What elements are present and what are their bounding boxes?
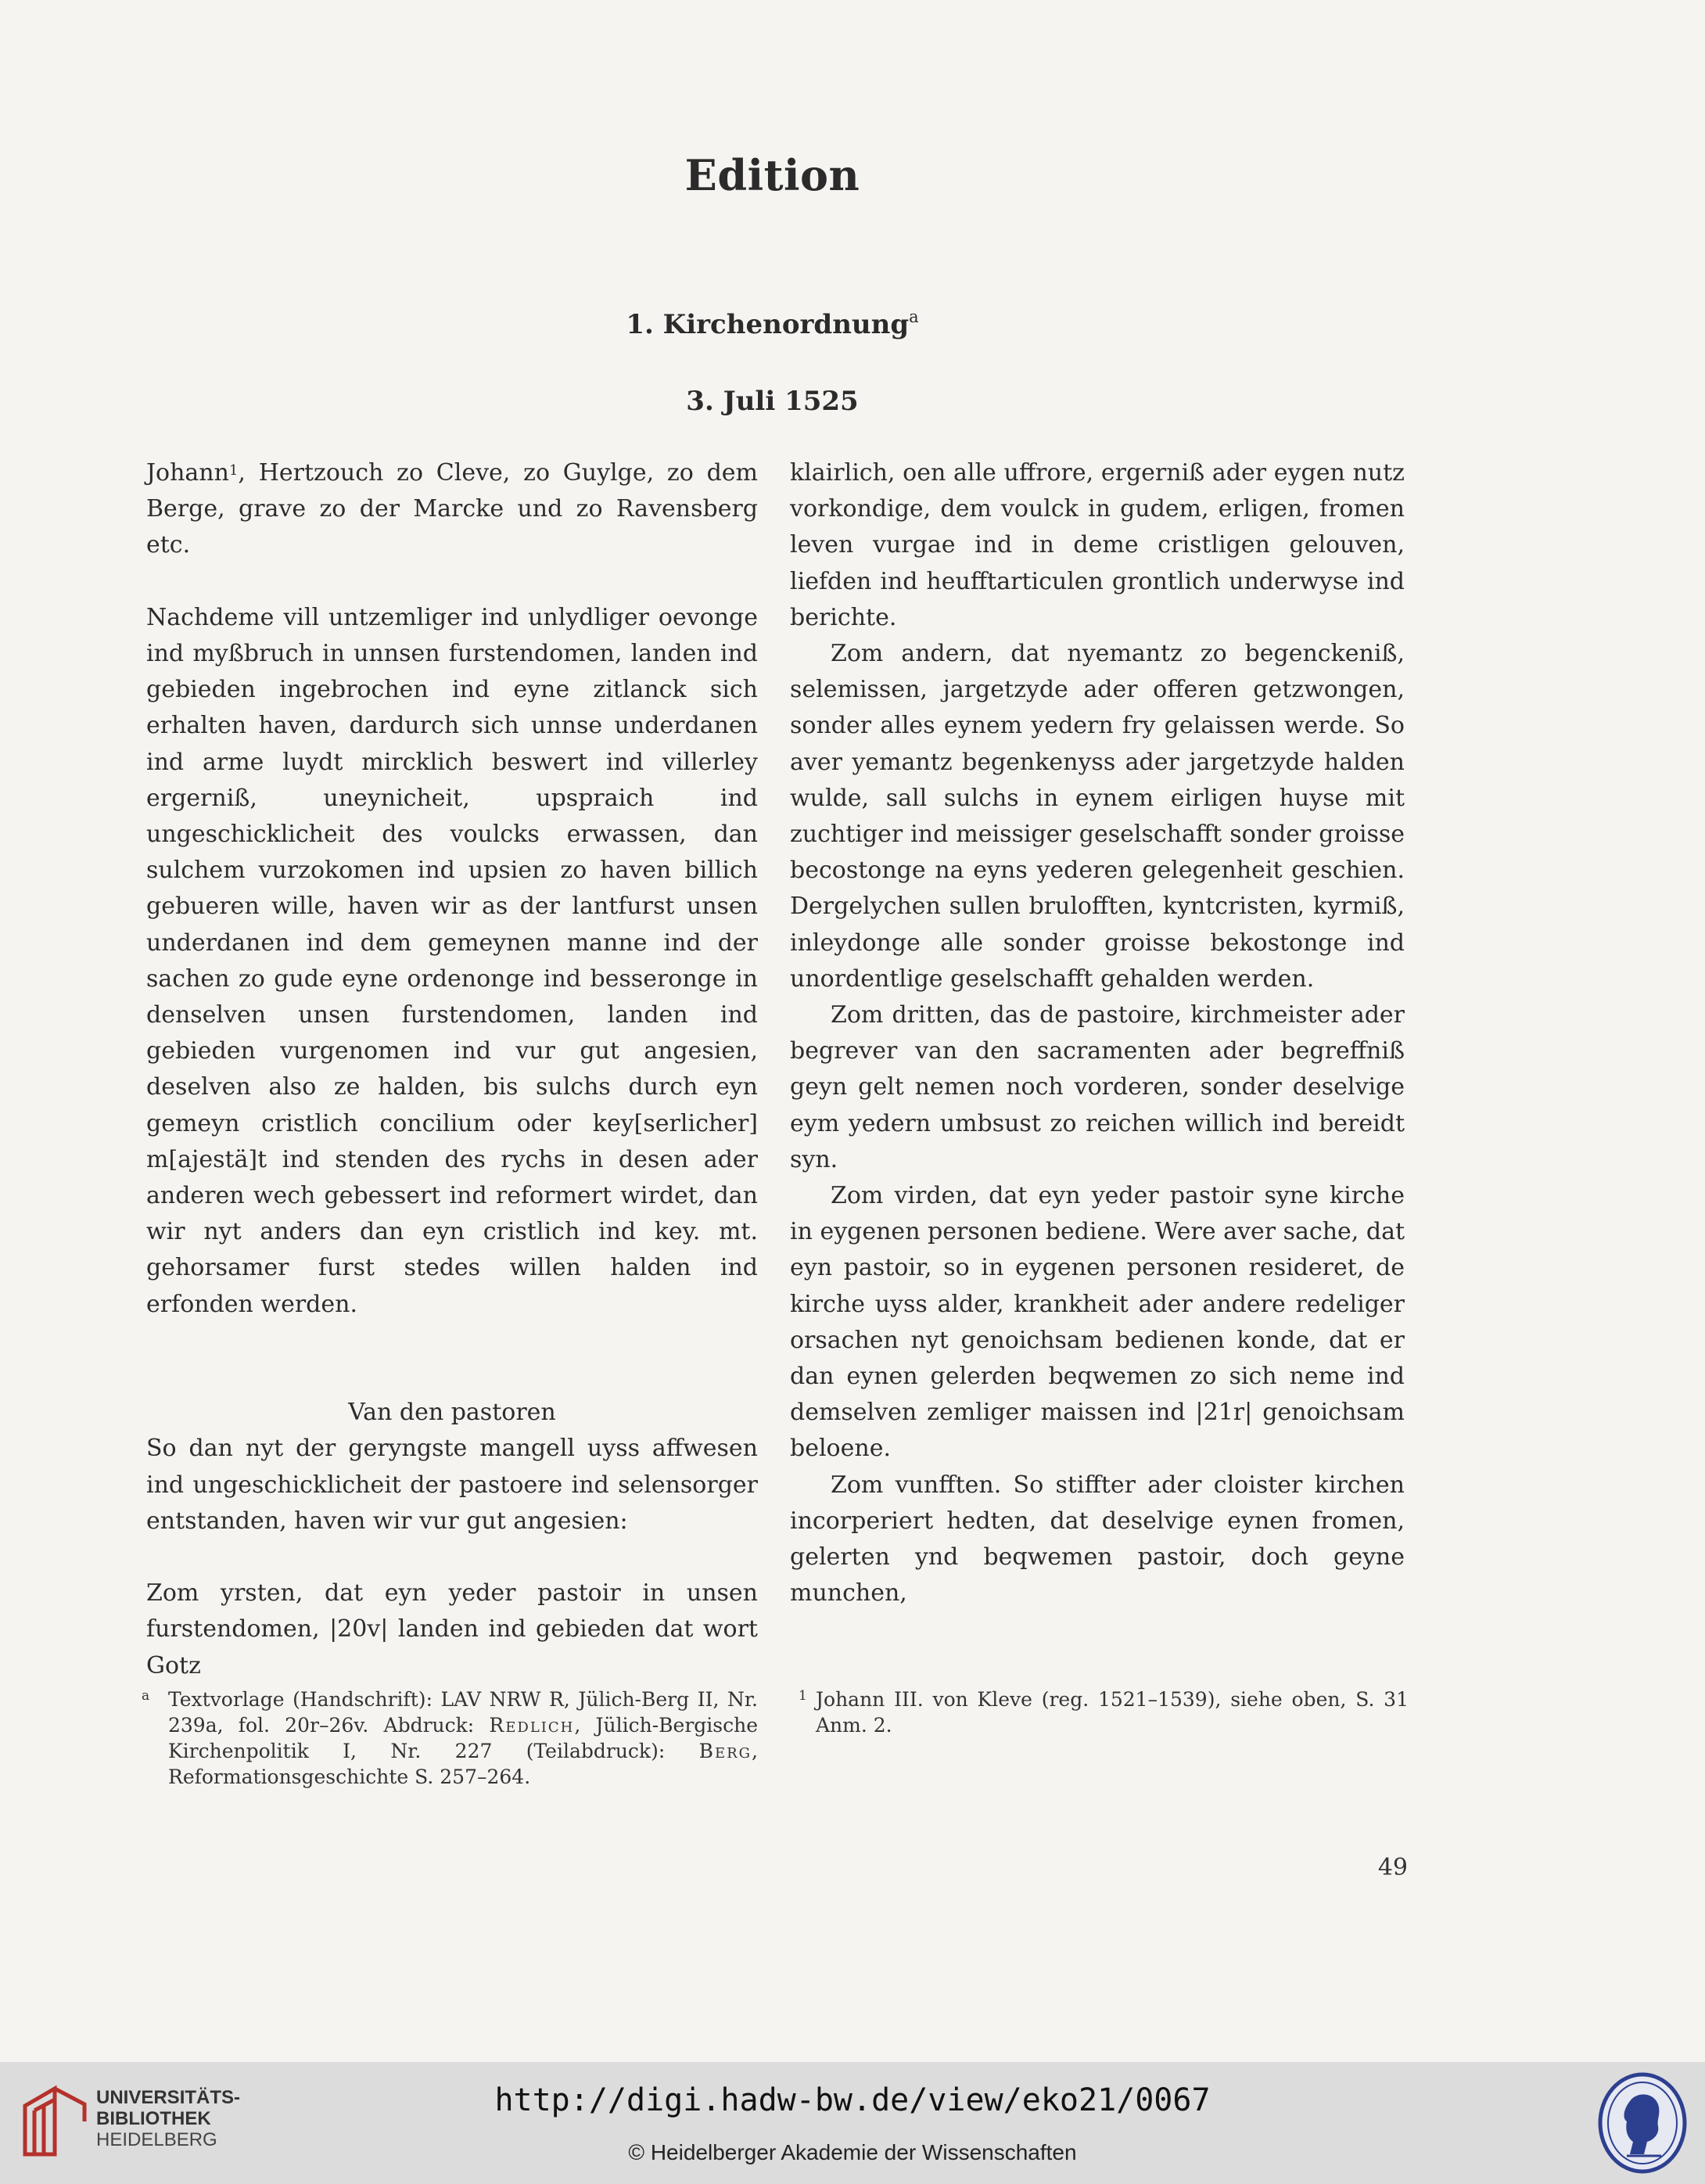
footnote-mark: a	[142, 1688, 150, 1704]
hadw-seal-icon[interactable]	[1596, 2070, 1689, 2176]
paragraph: Nachdeme vill untzemliger ind unlydliger oevonge ind myßbruch in unnsen furstendomen, landen ind gebieden ingebrochen ind eyne zitlanck sich erhalten haven, dardurch sich unnse underdanen ind arme luydt mircklich beswert ind villerley ergerniß, uneynicheit, upspraich ind ungeschicklicheit des voulcks erwassen, dan sulchem vurzokomen ind upsien zo haven billich gebueren wille, haven wir as der lantfurst unsen underdanen ind dem gemeynen manne ind der sachen zo gude eyne ordenonge ind besseronge in denselven unsen furstendomen, landen ind gebieden vurgenomen ind vur gut angesien, deselven also ze halden, bis sulchs durch eyn gemeyn cristlich concilium oder key[serlicher] m[ajestä]t ind stenden des rychs in desen ader anderen wech gebessert ind reformert wirdet, dan wir nyt anders dan eyn cristlich ind key. mt. gehorsamer furst stedes willen halden ind erfonden werden.	[146, 603, 758, 1318]
paragraph: klairlich, oen alle uffrore, ergerniß ader eygen nutz vorkondige, dem voulck in gudem, erligen, fromen leven vurgae ind in deme cristligen gelouven, liefden ind heufftarticulen grontlich underwyse ind berichte.	[790, 459, 1405, 631]
footnote-text: Johann III. von Kleve (reg. 1521–1539), siehe oben, S. 31 Anm. 2.	[816, 1688, 1409, 1737]
library-name-line: BIBLIOTHEK	[96, 2108, 211, 2129]
page-title: Edition	[684, 150, 860, 200]
paragraph: Zom dritten, das de pastoire, kirchmeister ader begrever van den sacramenten ader begreffniß geyn gelt nemen noch vorderen, sonder deselvige eym yedern umbsust zo reichen willich ind bereidt syn.	[790, 1001, 1405, 1173]
section-title	[0, 309, 1545, 340]
section-footnote-mark: a	[909, 307, 919, 326]
document-date: 3. Juli 1525	[686, 386, 859, 417]
paragraph: Zom vunfften. So stiffter ader cloister kirchen incorperiert hedten, dat deselvige eynen fromen, gelerten ynd beqwemen pastoir, doch geyne munchen,	[790, 1471, 1405, 1607]
section-heading: Van den pastoren	[348, 1399, 556, 1427]
footnote-a	[142, 1686, 758, 1790]
paragraph: Zom virden, dat eyn yeder pastoir syne kirche in eygenen personen bediene. Were aver sache, dat eyn pastoir, so in eygenen personen resideret, de kirche uyss alder, krankheit ader andere redeliger orsachen nyt genoichsam bedienen konde, dat er dan eynen gelerden beqwemen zo sich neme ind demselven zemliger maissen ind |21r| genoichsam beloene.	[790, 1182, 1405, 1463]
author-name: Berg	[698, 1740, 752, 1762]
permalink-url[interactable]: http://digi.hadw-bw.de/view/eko21/0067	[494, 2082, 1211, 2118]
footnote-1	[799, 1686, 1409, 1738]
copyright-notice: © Heidelberger Akademie der Wissenschaften	[628, 2140, 1077, 2164]
paragraph: So dan nyt der geryngste mangell uyss affwesen ind ungeschicklicheit der pastoere ind selensorger entstanden, haven wir vur gut angesien:	[146, 1435, 758, 1535]
footnote-text: , Reformationsgeschichte S. 257–264.	[168, 1740, 758, 1788]
page-number: 49	[1377, 1854, 1408, 1881]
author-name: Redlich	[489, 1714, 575, 1737]
intro-name: Johann	[146, 459, 229, 487]
footnote-text: , Jülich-Bergische Kirchenpolitik I, Nr. 227 (Teilabdruck):	[168, 1714, 758, 1762]
library-name-line: HEIDELBERG	[96, 2129, 217, 2150]
footnote-mark: 1	[799, 1688, 807, 1704]
section-title-text: 1. Kirchenordnung	[626, 309, 910, 340]
paragraph: Zom yrsten, dat eyn yeder pastoir in unsen furstendomen, |20v| landen ind gebieden dat wort Gotz	[146, 1579, 758, 1679]
text-column-right	[790, 455, 1405, 1612]
footnote-text: Textvorlage (Handschrift): LAV NRW R, Jülich-Berg II, Nr. 239a, fol. 20r–26v. Abdruck:	[168, 1688, 758, 1737]
viewer-footer	[0, 2062, 1705, 2184]
text-column-left	[146, 455, 758, 1684]
library-name-line: UNIVERSITÄTS-	[96, 2087, 241, 2108]
bleed-through-text	[688, 72, 1017, 95]
intro-rest: , Hertzouch zo Cleve, zo Guylge, zo dem Berge, grave zo der Marcke und zo Ravensberg etc.	[146, 459, 758, 559]
paragraph: Zom andern, dat nyemantz zo begenckeniß, selemissen, jargetzyde ader offeren getzwongen, sonder alles eynem yedern fry gelaissen werde. So aver yemantz begenkenyss ader jargetzyde halden wulde, sall sulchs in eynem eirligen huyse mit zuchtiger ind meissiger geselschafft sonder groisse becostonge na eyns yederen gelegenheit geschien. Dergelychen sullen brulofften, kyntcristen, kyrmiß, inleydonge alle sonder groisse bekostonge ind unordentlige geselschafft gehalden werden.	[790, 640, 1405, 993]
intro-footnote-mark: 1	[228, 462, 239, 479]
intro-paragraph	[146, 455, 758, 564]
